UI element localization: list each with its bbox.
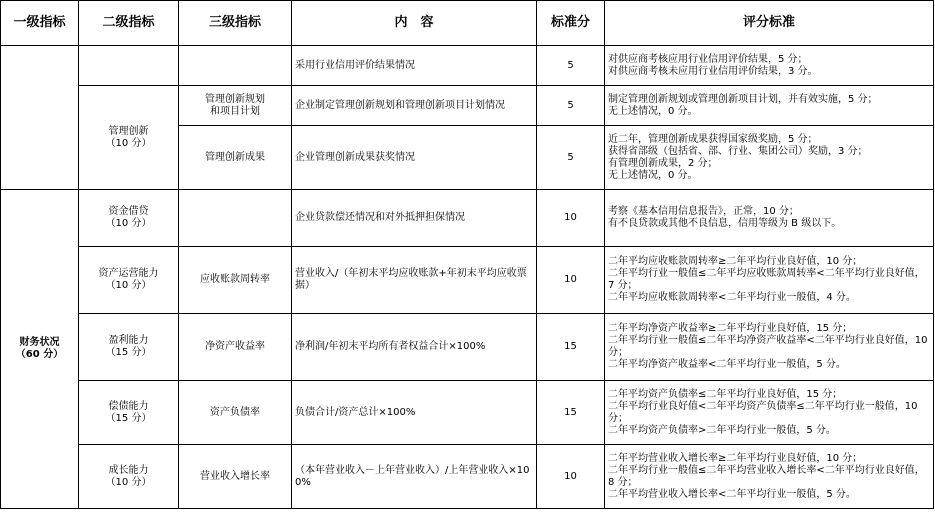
content-cell: 采用行业信用评价结果情况 bbox=[292, 46, 537, 86]
header-criteria: 评分标准 bbox=[605, 1, 934, 46]
level3-cell: 管理创新成果 bbox=[179, 126, 292, 190]
table-row bbox=[1, 86, 934, 126]
score-cell: 10 bbox=[537, 445, 605, 509]
level3-cell bbox=[179, 46, 292, 86]
table-row bbox=[1, 314, 934, 381]
content-cell: 企业管理创新成果获奖情况 bbox=[292, 126, 537, 190]
criteria-cell: 考察《基本信用信息报告》，正常，10 分； 有不良贷款或其他不良信息，信用等级为 B 级以下。 bbox=[605, 190, 934, 247]
score-cell: 15 bbox=[537, 314, 605, 381]
criteria-cell: 制定管理创新规划或管理创新项目计划，并有效实施，5 分； 无上述情况，0 分。 bbox=[605, 86, 934, 126]
level2-cell: 资产运营能力 （10 分） bbox=[79, 247, 179, 314]
level2-cell: 偿债能力 （15 分） bbox=[79, 381, 179, 445]
content-cell: 企业贷款偿还情况和对外抵押担保情况 bbox=[292, 190, 537, 247]
score-cell: 10 bbox=[537, 247, 605, 314]
header-level3: 三级指标 bbox=[179, 1, 292, 46]
level2-cell: 盈利能力 （15 分） bbox=[79, 314, 179, 381]
score-cell: 5 bbox=[537, 46, 605, 86]
criteria-cell: 二年平均资产负债率≤二年平均行业良好值，15 分； 二年平均行业良好值<二年平均资产负债率≤二年平均行业一般值，10 分； 二年平均资产负债率>二年平均行业一般值，5 分。 bbox=[605, 381, 934, 445]
criteria-cell: 二年平均净资产收益率≥二年平均行业良好值，15 分； 二年平均行业一般值≤二年平均净资产收益率<二年平均行业良好值，10 分； 二年平均净资产收益率<二年平均行业一般值，5 分。 bbox=[605, 314, 934, 381]
criteria-cell: 二年平均应收账款周转率≥二年平均行业良好值，10 分； 二年平均行业一般值≤二年平均应收账款周转率<二年平均行业良好值，7 分； 二年平均应收账款周转率<二年平均行业一般值，4 分。 bbox=[605, 247, 934, 314]
level3-cell: 管理创新规划 和项目计划 bbox=[179, 86, 292, 126]
level3-cell: 应收账款周转率 bbox=[179, 247, 292, 314]
header-level2: 二级指标 bbox=[79, 1, 179, 46]
level3-cell: 资产负债率 bbox=[179, 381, 292, 445]
level1-cell-empty bbox=[1, 46, 79, 190]
content-cell: （本年营业收入－上年营业收入）/上年营业收入×100% bbox=[292, 445, 537, 509]
score-cell: 15 bbox=[537, 381, 605, 445]
criteria-cell: 二年平均营业收入增长率≥二年平均行业良好值，10 分； 二年平均行业一般值≤二年平均营业收入增长率<二年平均行业良好值，8 分； 二年平均营业收入增长率<二年平均行业一般值，5 分。 bbox=[605, 445, 934, 509]
table-row bbox=[1, 247, 934, 314]
score-cell: 10 bbox=[537, 190, 605, 247]
criteria-cell: 近二年，管理创新成果获得国家级奖励，5 分； 获得省部级（包括省、部、行业、集团公司）奖励，3 分； 有管理创新成果，2 分； 无上述情况，0 分。 bbox=[605, 126, 934, 190]
header-score: 标准分 bbox=[537, 1, 605, 46]
table-row bbox=[1, 46, 934, 86]
level3-cell bbox=[179, 190, 292, 247]
table-row bbox=[1, 445, 934, 509]
content-cell: 营业收入/（年初末平均应收账款+年初末平均应收票据） bbox=[292, 247, 537, 314]
level3-cell: 净资产收益率 bbox=[179, 314, 292, 381]
header-row bbox=[1, 1, 934, 46]
score-cell: 5 bbox=[537, 126, 605, 190]
table-row bbox=[1, 190, 934, 247]
level1-cell: 财务状况 （60 分） bbox=[1, 190, 79, 509]
level3-cell: 营业收入增长率 bbox=[179, 445, 292, 509]
content-cell: 净利润/年初末平均所有者权益合计×100% bbox=[292, 314, 537, 381]
header-level1: 一级指标 bbox=[1, 1, 79, 46]
score-cell: 5 bbox=[537, 86, 605, 126]
content-cell: 负债合计/资产总计×100% bbox=[292, 381, 537, 445]
header-content: 内 容 bbox=[292, 1, 537, 46]
content-cell: 企业制定管理创新规划和管理创新项目计划情况 bbox=[292, 86, 537, 126]
table-row bbox=[1, 381, 934, 445]
level2-cell: 成长能力 （10 分） bbox=[79, 445, 179, 509]
level2-cell-empty bbox=[79, 46, 179, 86]
level2-cell: 资金借贷 （10 分） bbox=[79, 190, 179, 247]
level2-cell: 管理创新 （10 分） bbox=[79, 86, 179, 190]
criteria-cell: 对供应商考核应用行业信用评价结果，5 分； 对供应商考核未应用行业信用评价结果，3 分。 bbox=[605, 46, 934, 86]
